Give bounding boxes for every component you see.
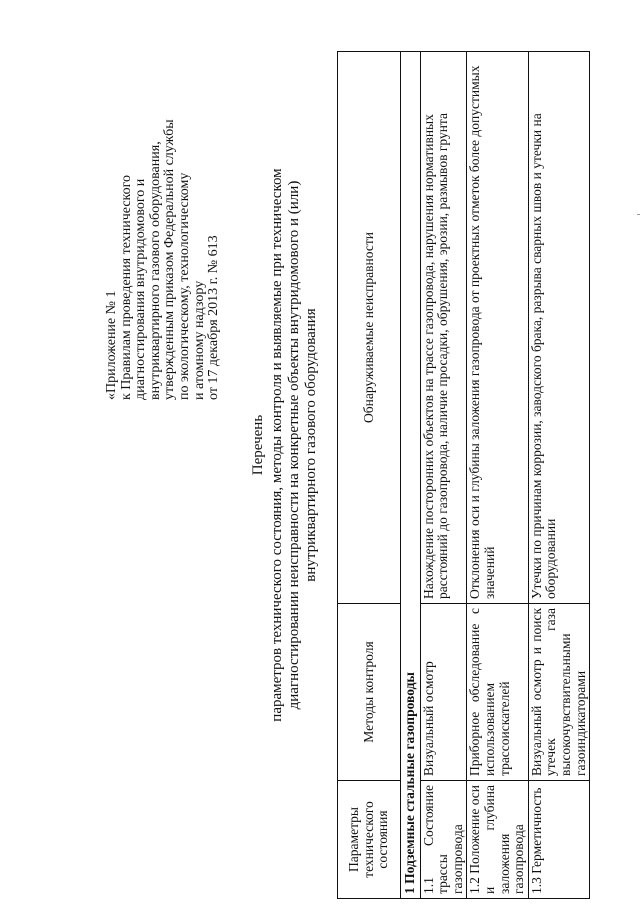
column-header-methods: Методы контроля xyxy=(338,604,401,781)
document-subtitle: параметров технического состояния, методы контроля и выявляемые при техническом диагностировании неисправности на конкретные объекты внутридомового и (или) внутриквартирного газового оборудования xyxy=(269,168,319,722)
row-parameter: 1.3 Герметичность xyxy=(528,781,589,899)
table-row xyxy=(420,52,467,899)
section-row xyxy=(401,52,421,899)
row-faults: Отклонения оси и глубины заложения газопровода от проектных отметок более допустимых значений xyxy=(467,52,528,604)
row-method: Визуальный осмотр и поиск утечек газа высокочувствительными газоиндикаторами xyxy=(528,604,589,781)
row-parameter: 1.1 Состояние трассы газопровода xyxy=(420,781,467,899)
table-row xyxy=(528,52,589,899)
document-title: Перечень xyxy=(250,414,266,476)
table-header-row xyxy=(338,52,401,899)
row-faults: Утечки по причинам коррозии, заводского брака, разрыва сварных швов и утечки на оборудовании xyxy=(528,52,589,604)
row-parameter: 1.2 Положение оси и глубина заложения газопровода xyxy=(467,781,528,899)
column-header-faults: Обнаруживаемые неисправности xyxy=(338,52,401,604)
column-header-parameters: Параметры технического состояния xyxy=(338,781,401,899)
table-row xyxy=(467,52,528,899)
row-method: Визуальный осмотр xyxy=(420,604,467,781)
parameters-table xyxy=(337,51,590,899)
appendix-reference: «Приложение № 1 к Правилам проведения технического диагностирования внутридомового и внутриквартирного газового оборудования, утвержденным приказом Федеральной службы по экологическому, технологическому и атомному надзору от 17 декабря 2013 г. № 613 xyxy=(104,119,222,400)
document-heading xyxy=(250,165,320,725)
section-title: 1 Подземные стальные газопроводы xyxy=(401,52,421,899)
row-method: Приборное обследование с использованием трассоискателей xyxy=(467,604,528,781)
row-faults: Нахождение посторонних объектов на трассе газопровода, нарушения нормативных расстояний до газопровода, наличие просадки, обрушения, эрозии, размывов грунта xyxy=(420,52,467,604)
